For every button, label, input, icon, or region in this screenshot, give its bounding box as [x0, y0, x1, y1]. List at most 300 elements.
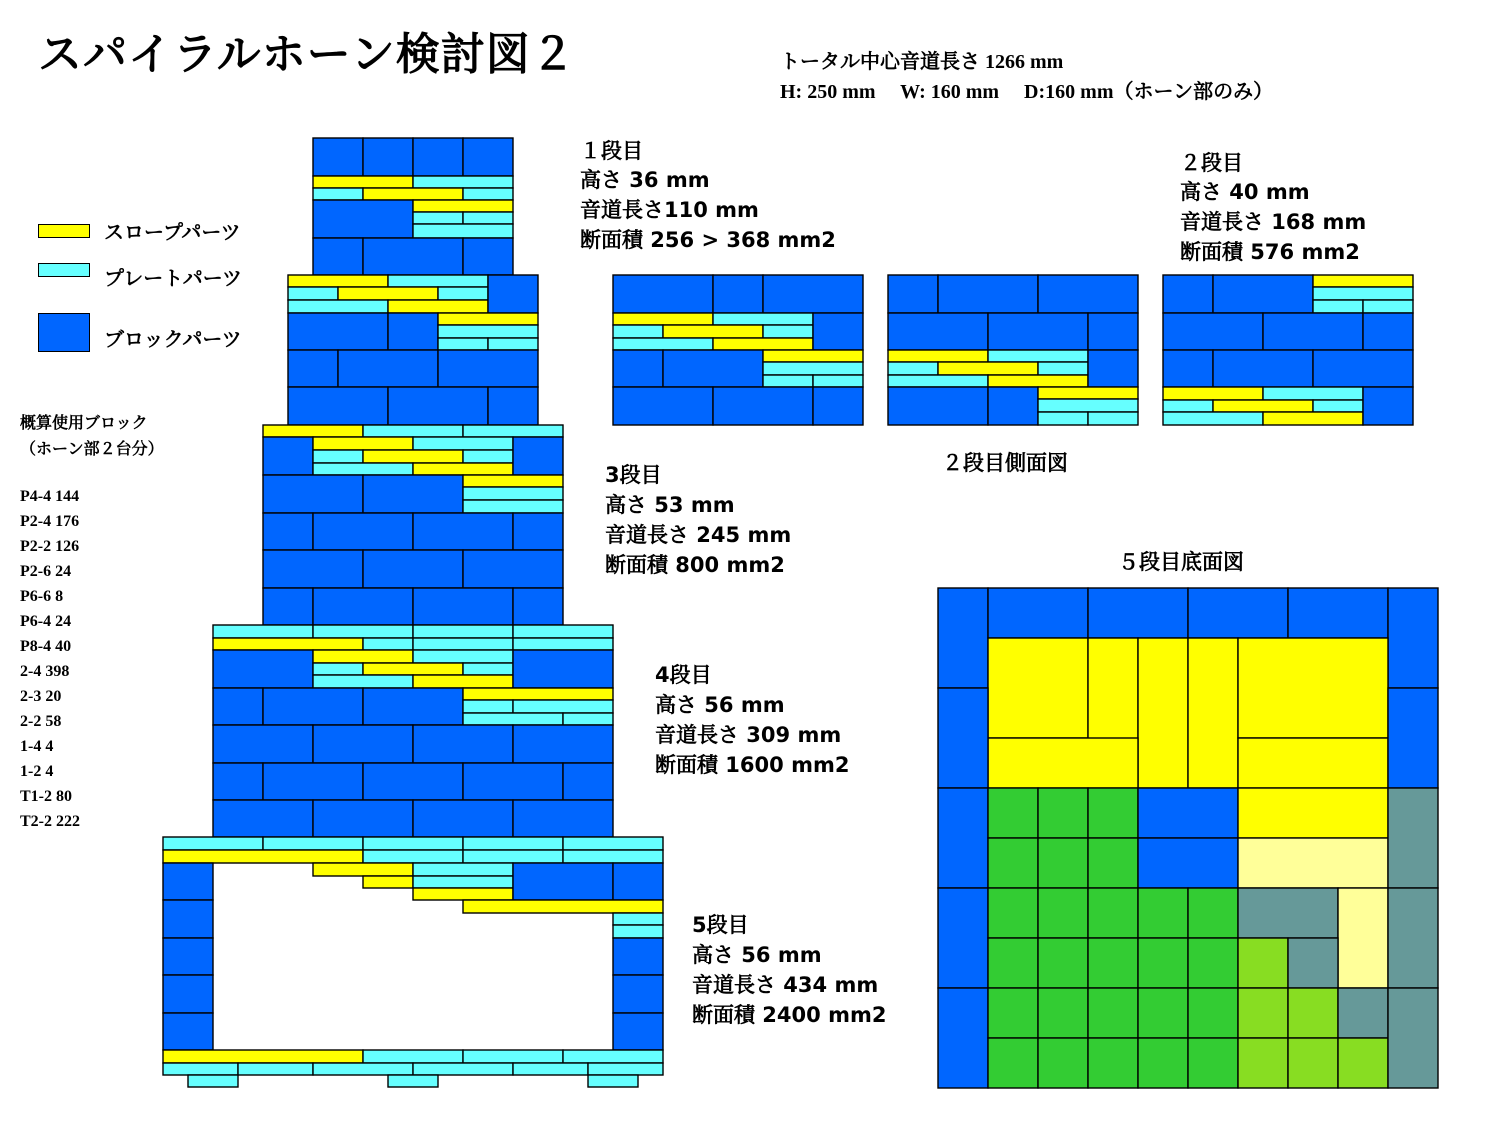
stage3-block: [263, 550, 363, 588]
stage4-block: [313, 725, 413, 763]
stage3-block: [313, 588, 413, 625]
bottom-view-part: [1238, 738, 1388, 788]
stage2-plate: [488, 338, 538, 350]
stage3-block: [363, 550, 463, 588]
bottom-view-part: [1388, 888, 1438, 988]
estimate-item: P2-6 24: [20, 563, 72, 580]
stage5-plate: [413, 1063, 513, 1075]
bottom-view-part: [1188, 988, 1238, 1038]
side-view-plate: [988, 375, 1088, 387]
bottom-view-part: [1038, 838, 1088, 888]
stage4-plate: [513, 638, 613, 650]
estimate-item: T2-2 222: [20, 813, 80, 830]
stage5-plate: [613, 913, 663, 925]
stage5-plate: [313, 1063, 413, 1075]
bottom-view-part: [988, 888, 1038, 938]
stage4-name: 4段目: [655, 663, 712, 687]
side-view-block: [888, 275, 938, 313]
bottom-view-part: [1138, 838, 1238, 888]
stage3-plate: [313, 463, 413, 475]
bottom-view-part: [1038, 988, 1088, 1038]
stage5-height: 高さ 56 mm: [692, 943, 822, 967]
stage3-height: 高さ 53 mm: [605, 493, 735, 517]
stage4-plate: [413, 625, 513, 638]
side-view-plate: [1213, 400, 1313, 412]
stage1-area: 断面積 256 > 368 mm2: [580, 228, 836, 252]
bottom-view-part: [1188, 588, 1288, 638]
side-view-plate: [988, 350, 1088, 362]
bottom-view-part: [938, 588, 988, 688]
stage4-plate: [213, 638, 363, 650]
stage4-height: 高さ 56 mm: [655, 693, 785, 717]
stage2-slope: [438, 313, 538, 325]
bottom-view-part: [988, 838, 1038, 888]
estimate-item: P2-2 126: [20, 538, 80, 555]
stage4-plate: [463, 713, 563, 725]
side-view-plate: [1313, 300, 1363, 313]
estimate-item: P6-6 8: [20, 588, 64, 605]
estimate-item: 1-4 4: [20, 738, 54, 755]
stage5-plate: [563, 850, 663, 863]
side-view-plate: [613, 338, 713, 350]
estimate-heading: 概算使用ブロック: [20, 413, 148, 432]
side-view-block: [988, 387, 1038, 425]
side-view-slope: [1313, 275, 1413, 287]
stage2-plate: [288, 275, 388, 287]
stage1-plate: [313, 176, 413, 188]
estimate-item: 2-4 398: [20, 663, 70, 680]
stage3-block: [263, 475, 363, 513]
stage2-plate: [388, 275, 488, 287]
side-view-plate: [1038, 399, 1138, 412]
bottom-view-part: [1138, 638, 1188, 788]
side-view-plate: [713, 313, 813, 325]
stage1-plate: [413, 176, 513, 188]
side-view-plate: [1038, 412, 1088, 425]
side-view-plate: [613, 325, 663, 338]
stage5-plate: [513, 1063, 588, 1075]
side-view-plate: [713, 338, 813, 350]
stage4-plate: [413, 675, 513, 688]
side-view-slope: [763, 350, 863, 362]
side-view-plate: [1163, 387, 1263, 400]
stage5-block: [163, 975, 213, 1013]
side-view-block: [1313, 350, 1413, 387]
side-view-block: [1038, 275, 1138, 313]
stage4-block: [213, 800, 313, 837]
stage5-block: [163, 900, 213, 938]
stage3-plate: [463, 450, 513, 463]
bottom-view-part: [938, 788, 988, 888]
stage5-plate: [563, 837, 663, 850]
stage5-block: [163, 863, 213, 900]
stage5-plate: [563, 1050, 663, 1063]
stage1-plate: [313, 188, 363, 200]
stage3-plate: [413, 463, 513, 475]
stage2-height: 高さ 40 mm: [1180, 180, 1310, 204]
side-view-block: [888, 313, 988, 350]
estimate-item: 2-3 20: [20, 688, 62, 705]
bottom-view-part: [1238, 988, 1288, 1038]
stage4-block: [363, 763, 463, 800]
bottom-view-part: [1038, 1038, 1088, 1088]
stage2-block: [488, 387, 538, 425]
stage1-block: [363, 138, 413, 176]
stage2-block: [288, 387, 388, 425]
stage4-plate: [363, 663, 463, 675]
bottom-view-part: [1338, 1038, 1388, 1088]
side-view-plate: [763, 325, 813, 338]
bottom-view-part: [1288, 588, 1388, 638]
bottom-view-part: [1188, 938, 1238, 988]
side-view-block: [813, 387, 863, 425]
bottom-view-part: [1238, 838, 1388, 888]
stage1-block: [463, 138, 513, 176]
side-view-block: [613, 350, 663, 387]
stage1-path: 音道長さ110 mm: [580, 198, 759, 222]
bottom-view-part: [1138, 988, 1188, 1038]
estimate-item: P8-4 40: [20, 638, 72, 655]
stage4-path: 音道長さ 309 mm: [655, 723, 842, 747]
stage5-plate: [263, 837, 363, 850]
stage3-plate: [413, 437, 513, 450]
stage4-area: 断面積 1600 mm2: [655, 753, 850, 777]
stage2-plate: [388, 300, 488, 313]
estimate-item: P2-4 176: [20, 513, 80, 530]
side-view-plate: [938, 362, 1038, 375]
stage1-plate: [363, 188, 463, 200]
stage5-plate: [163, 850, 363, 863]
stage5-plate: [363, 850, 463, 863]
stage5-foot: [588, 1075, 638, 1087]
stage5-foot: [388, 1075, 438, 1087]
bottom-view-part: [1288, 988, 1338, 1038]
stage4-block: [313, 800, 413, 837]
stage1-block: [313, 238, 363, 275]
bottom-view-part: [1288, 1038, 1338, 1088]
bottom-view-part: [1388, 988, 1438, 1088]
bottom-view-part: [988, 588, 1088, 638]
stage3-block: [363, 475, 463, 513]
stage3-block: [413, 513, 513, 550]
side-view-block: [813, 313, 863, 350]
stage3-block: [513, 437, 563, 475]
stage4-block: [413, 800, 513, 837]
total-path-length: トータル中心音道長さ 1266 mm: [780, 51, 1064, 73]
bottom-view-part: [938, 988, 988, 1088]
side-view-block: [1088, 350, 1138, 387]
bottom-view-caption: ５段目底面図: [1118, 550, 1244, 574]
stage5-name: 5段目: [692, 913, 749, 937]
stage3-block: [413, 588, 513, 625]
side-view-plate: [1163, 412, 1263, 425]
side-view-block: [663, 350, 763, 387]
stage5-plate: [363, 837, 463, 850]
side-view-plate: [888, 375, 988, 387]
bottom-view-part: [1288, 938, 1338, 988]
stage4-block: [513, 800, 613, 837]
bottom-view-part: [1388, 788, 1438, 888]
stage4-plate: [463, 700, 513, 713]
stage4-block: [363, 688, 463, 725]
estimate-subheading: （ホーン部２台分）: [20, 439, 164, 458]
stage3-plate: [313, 450, 363, 463]
legend-plate-label: プレートパーツ: [104, 266, 242, 290]
stage4-plate: [313, 675, 413, 688]
stage2-block: [388, 313, 438, 350]
legend-block-label: ブロックパーツ: [104, 327, 242, 351]
stage2-plate: [438, 287, 488, 300]
stage1-plate: [413, 212, 463, 224]
bottom-view-part: [1188, 1038, 1238, 1088]
stage5-plate: [163, 837, 263, 850]
side-view-block: [1163, 350, 1213, 387]
stage4-block: [513, 725, 613, 763]
stage4-block: [563, 763, 613, 800]
stage4-plate: [413, 638, 513, 650]
stage4-plate: [513, 625, 613, 638]
stage5-plate: [413, 876, 513, 888]
side-view-block: [1163, 275, 1213, 313]
stage3-area: 断面積 800 mm2: [605, 553, 785, 577]
side-view-plate: [888, 362, 938, 375]
stage1-name: １段目: [580, 139, 643, 163]
side-view-plate: [1163, 400, 1213, 412]
dimensions: H: 250 mm W: 160 mm D:160 mm（ホーン部のみ）: [780, 81, 1274, 103]
side-view-plate: [663, 325, 763, 338]
side-view-plate: [888, 350, 988, 362]
bottom-view-part: [988, 938, 1038, 988]
stage1-block: [363, 238, 463, 275]
stage4-block: [213, 763, 263, 800]
stage2-path: 音道長さ 168 mm: [1180, 210, 1367, 234]
side-view-plate: [763, 362, 863, 375]
side-view-block: [713, 387, 813, 425]
legend-block-swatch: [38, 313, 90, 352]
bottom-view-part: [1238, 938, 1288, 988]
stage2-plate: [288, 287, 338, 300]
stage5-slope: [463, 900, 663, 913]
stage5-block: [613, 975, 663, 1013]
stage5-plate: [463, 850, 563, 863]
stage4-plate: [463, 663, 513, 675]
stage3-block: [513, 588, 563, 625]
legend-slope-swatch: [38, 224, 90, 238]
stage5-slope: [413, 888, 513, 900]
stage4-plate: [563, 713, 613, 725]
bottom-view-part: [1088, 1038, 1138, 1088]
stage4-block: [213, 650, 313, 688]
stage3-block: [263, 513, 313, 550]
side-view-plate: [1313, 287, 1413, 300]
stage4-block: [463, 763, 563, 800]
bottom-view-part: [1038, 888, 1088, 938]
stage3-name: 3段目: [605, 463, 662, 487]
bottom-view-part: [1138, 788, 1238, 838]
side-view-block: [938, 275, 1038, 313]
stage5-plate: [313, 863, 413, 876]
stage5-plate: [588, 1063, 663, 1075]
bottom-view-part: [1088, 588, 1188, 638]
bottom-view-part: [988, 988, 1038, 1038]
side-view-plate: [1088, 412, 1138, 425]
stage5-plate: [463, 837, 563, 850]
stage5-plate: [413, 863, 513, 876]
side-view-block: [713, 275, 763, 313]
stage5-plate: [163, 1050, 363, 1063]
bottom-view-part: [988, 788, 1038, 838]
bottom-view-part: [938, 688, 988, 788]
stage1-block: [313, 138, 363, 176]
stage1-height: 高さ 36 mm: [580, 168, 710, 192]
bottom-view-part: [1238, 888, 1338, 938]
stage4-block: [213, 688, 263, 725]
stage4-plate: [513, 700, 613, 713]
stage1-plate: [463, 212, 513, 224]
stage5-plate: [163, 1063, 238, 1075]
bottom-view-part: [988, 638, 1088, 738]
stage4-plate: [313, 625, 413, 638]
stage5-block: [163, 1013, 213, 1050]
stage3-slope: [463, 475, 563, 487]
stage2-block: [438, 350, 538, 387]
bottom-view-part: [1088, 988, 1138, 1038]
stage5-block: [613, 938, 663, 975]
estimate-item: P6-4 24: [20, 613, 72, 630]
side-view-plate: [1263, 412, 1363, 425]
stage2-block: [488, 275, 538, 313]
stage4-plate: [363, 638, 413, 650]
side-view-block: [613, 387, 713, 425]
stage3-block: [513, 513, 563, 550]
stage5-path: 音道長さ 434 mm: [692, 973, 879, 997]
stage3-plate: [263, 425, 363, 437]
legend-plate-swatch: [38, 263, 90, 277]
stage2-block: [288, 313, 388, 350]
stage1-plate: [463, 188, 513, 200]
stage5-block: [613, 1013, 663, 1050]
side-view-block: [1363, 387, 1413, 425]
bottom-view-part: [1188, 638, 1238, 788]
bottom-view-part: [1238, 1038, 1288, 1088]
bottom-view-part: [1088, 888, 1138, 938]
side-view-plate: [1363, 300, 1413, 313]
stage3-plate: [463, 487, 563, 500]
bottom-view-part: [1088, 838, 1138, 888]
stage5-plate: [613, 925, 663, 938]
bottom-view-part: [1338, 988, 1388, 1038]
side-view-plate: [813, 375, 863, 387]
side-view-plate: [1313, 400, 1363, 412]
stage5-foot: [188, 1075, 238, 1087]
bottom-view-part: [1088, 788, 1138, 838]
stage5-block: [513, 863, 613, 900]
bottom-view-part: [1138, 888, 1188, 938]
stage4-plate: [413, 650, 513, 663]
stage2-name: ２段目: [1180, 151, 1243, 175]
stage5-block: [163, 938, 213, 975]
side-view-plate: [613, 313, 713, 325]
bottom-view-part: [938, 888, 988, 988]
stage3-block: [263, 588, 313, 625]
stage5-plate: [463, 1050, 563, 1063]
page-title: スパイラルホーン検討図２: [38, 29, 576, 80]
stage2-block: [338, 350, 438, 387]
side-view-block: [1363, 313, 1413, 350]
stage3-plate: [363, 425, 463, 437]
bottom-view-part: [1188, 888, 1238, 938]
stage1-slope: [413, 200, 513, 212]
legend-slope-label: スロープパーツ: [104, 220, 241, 244]
stage2-plate: [438, 338, 488, 350]
stage2-area: 断面積 576 mm2: [1180, 240, 1360, 264]
stage5-area: 断面積 2400 mm2: [692, 1003, 887, 1027]
stage4-block: [413, 725, 513, 763]
stage3-block: [463, 550, 563, 588]
stage3-path: 音道長さ 245 mm: [605, 523, 792, 547]
side-view-block: [1088, 313, 1138, 350]
stage2-plate: [438, 325, 538, 338]
estimate-item: 2-2 58: [20, 713, 62, 730]
stage1-block: [413, 138, 463, 176]
side-view-block: [1213, 350, 1313, 387]
stage3-plate: [313, 437, 413, 450]
stage1-block: [463, 238, 513, 275]
bottom-view-part: [1238, 638, 1388, 738]
estimate-item: T1-2 80: [20, 788, 72, 805]
bottom-view-part: [1138, 938, 1188, 988]
side-view-block: [763, 275, 863, 313]
side-view-plate: [1263, 387, 1363, 400]
stage4-plate: [313, 663, 363, 675]
side-view-block: [988, 313, 1088, 350]
bottom-view-part: [1088, 938, 1138, 988]
stage3-block: [263, 437, 313, 475]
side-view-plate: [763, 375, 813, 387]
side-view-block: [1213, 275, 1313, 313]
stage3-block: [313, 513, 413, 550]
bottom-view-part: [1138, 1038, 1188, 1088]
stage2-plate: [288, 300, 388, 313]
side-view-block: [888, 387, 988, 425]
bottom-view-part: [1238, 788, 1388, 838]
stage4-plate: [213, 625, 313, 638]
side-view-block: [1163, 313, 1263, 350]
bottom-view-part: [1388, 688, 1438, 788]
stage2-plate: [338, 287, 438, 300]
stage3-plate: [363, 450, 463, 463]
estimate-item: 1-2 4: [20, 763, 54, 780]
side-view-caption: ２段目側面図: [942, 451, 1068, 475]
stage2-block: [288, 350, 338, 387]
stage3-plate: [463, 425, 563, 437]
stage4-block: [213, 725, 313, 763]
stage4-block: [513, 650, 613, 688]
stage1-block: [313, 200, 413, 238]
stage2-block: [388, 387, 488, 425]
side-view-block: [613, 275, 713, 313]
stage5-plate: [363, 876, 413, 888]
bottom-view-part: [988, 738, 1138, 788]
stage3-plate: [463, 500, 563, 513]
bottom-view-part: [1388, 588, 1438, 688]
stage1-plate: [413, 224, 513, 238]
stage4-slope: [463, 688, 613, 700]
stage4-block: [263, 763, 363, 800]
side-view-slope: [1038, 387, 1138, 399]
stage4-plate: [313, 650, 413, 663]
bottom-view-part: [1038, 938, 1088, 988]
